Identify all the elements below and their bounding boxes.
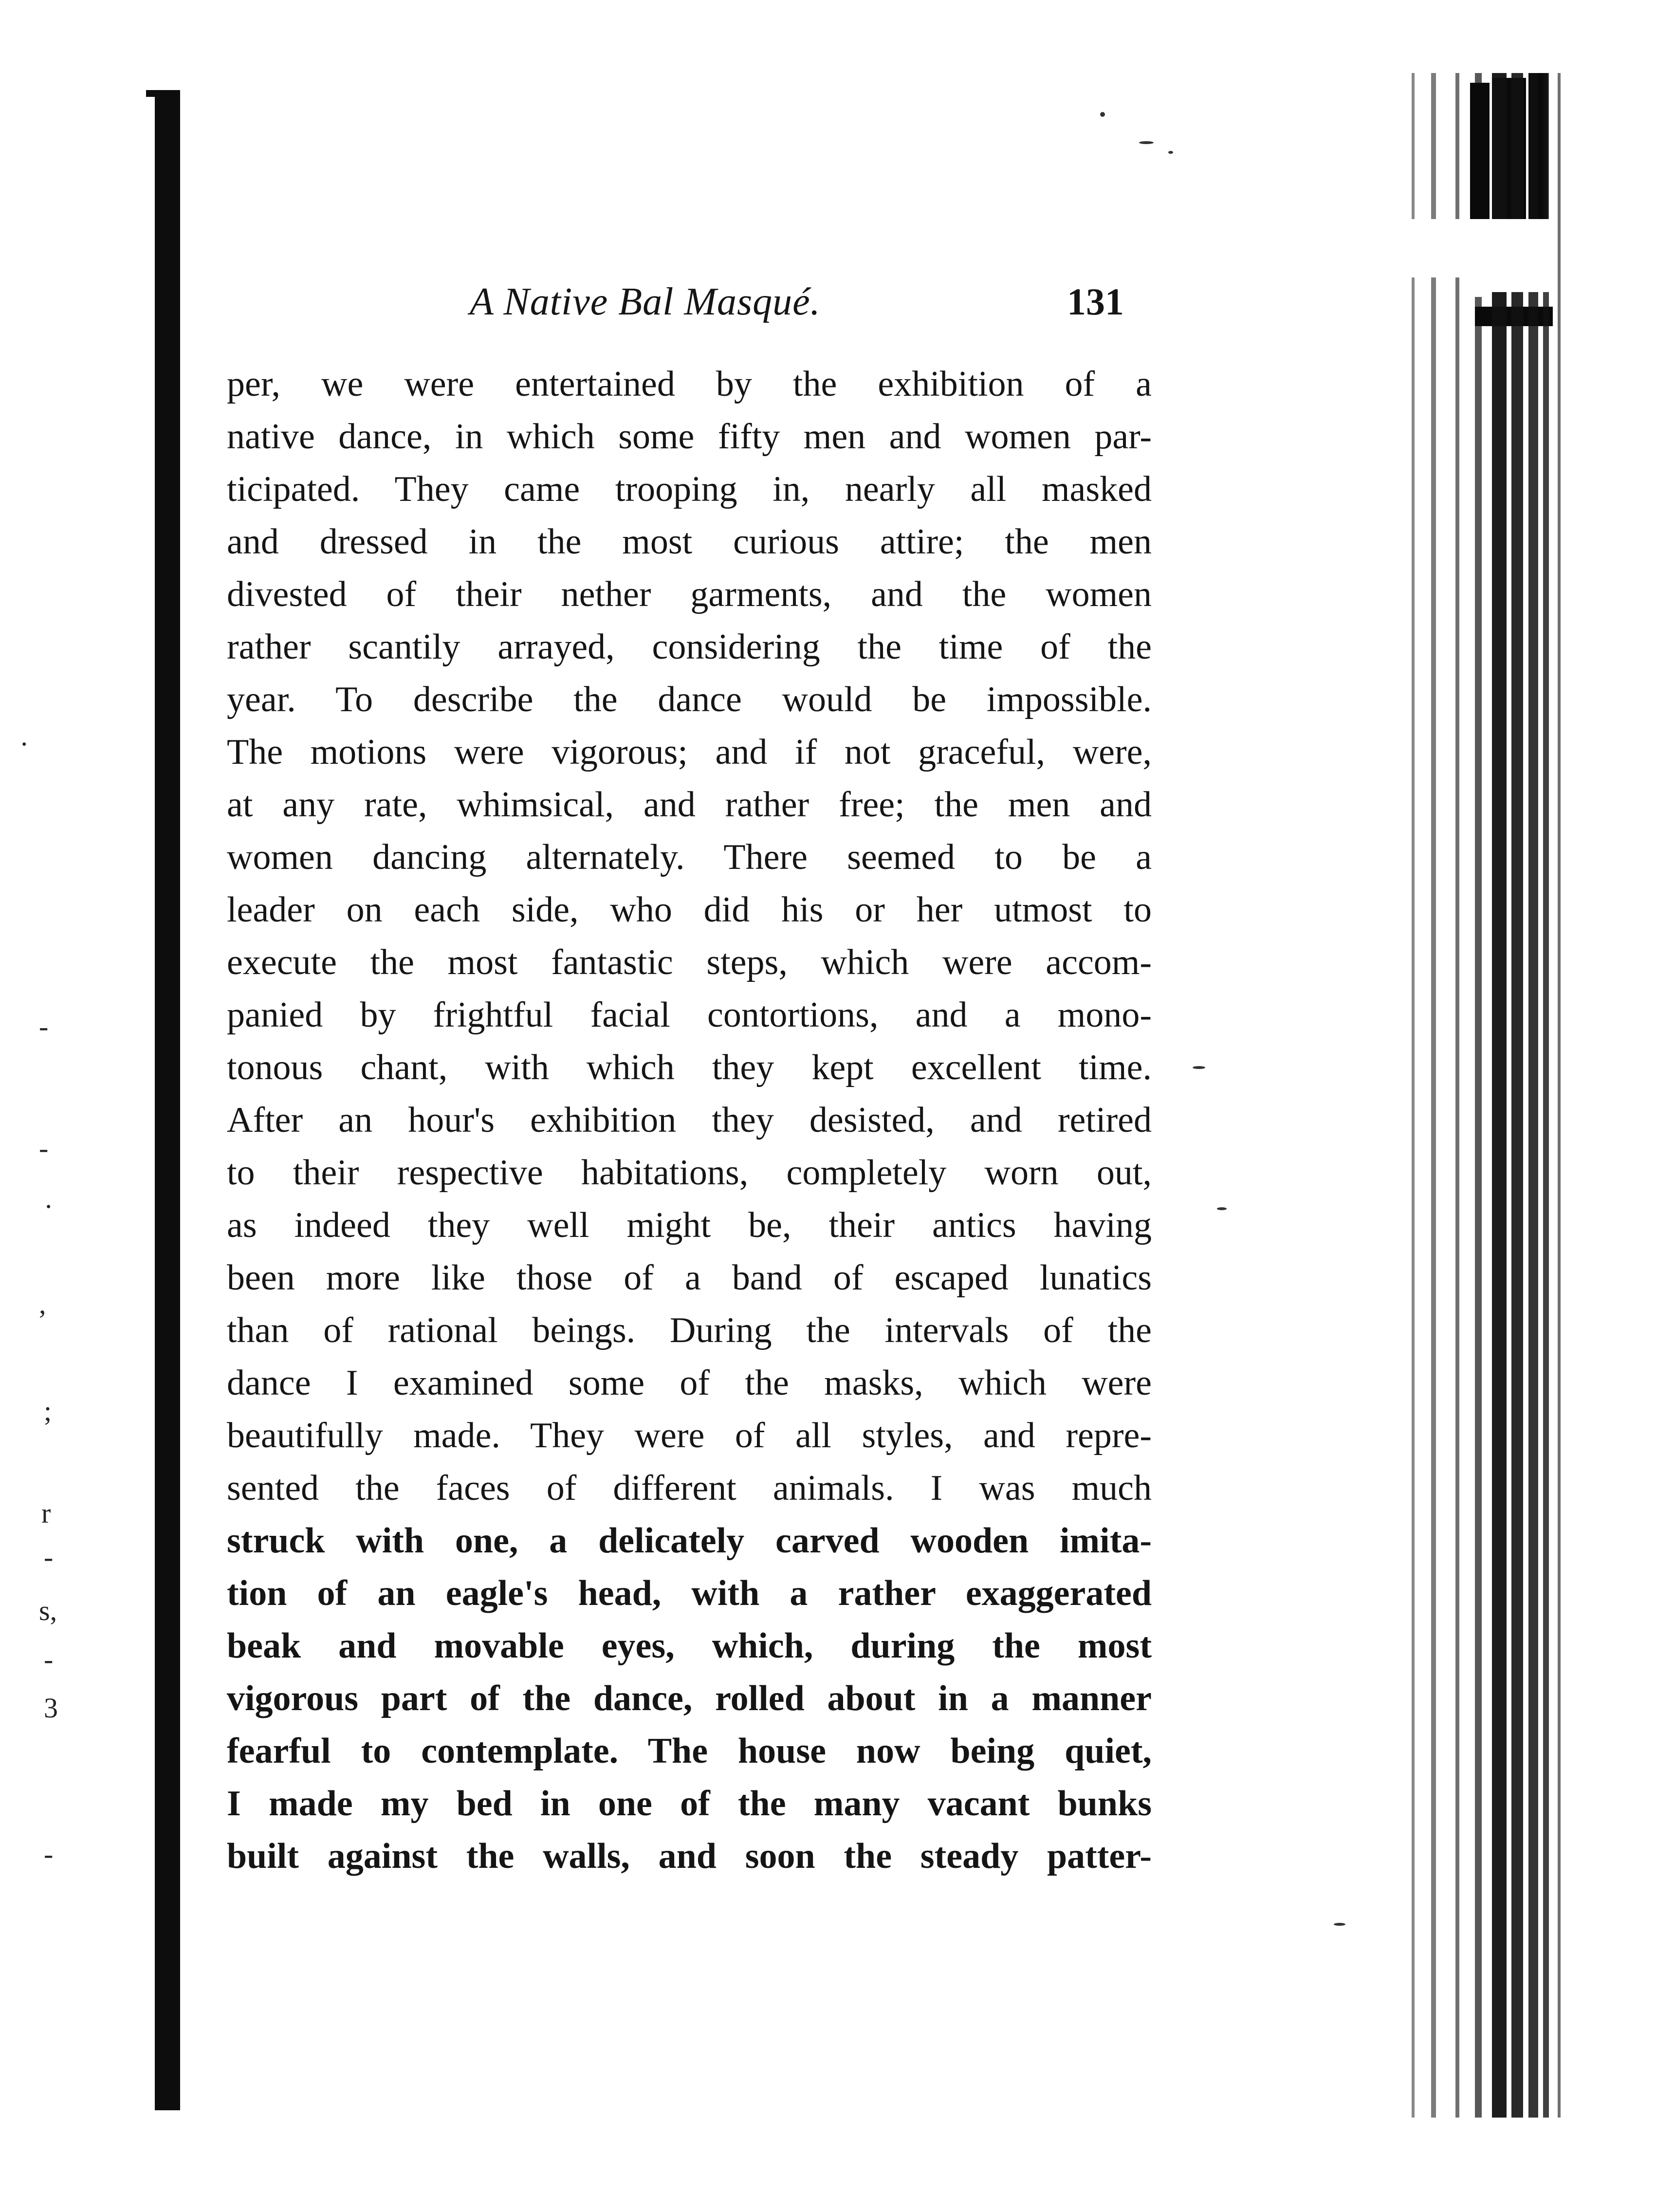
text-line: beautifully made. They were of all styles, and repre- — [227, 1416, 1152, 1456]
text-line: native dance, in which some fifty men and women par- — [227, 417, 1152, 457]
left-binding-edge-cap — [146, 90, 180, 97]
text-line: fearful to contemplate. The house now being quiet, — [227, 1731, 1152, 1771]
speck — [1217, 1207, 1227, 1210]
speck — [1139, 141, 1154, 144]
text-line: as indeed they well might be, their antics having — [227, 1205, 1152, 1245]
text-line: panied by frightful facial contortions, and a mono- — [227, 995, 1152, 1035]
margin-mark: · — [19, 728, 29, 760]
text-line: vigorous part of the dance, rolled about in a manner — [227, 1678, 1152, 1718]
margin-mark: - — [44, 1541, 54, 1573]
text-line: leader on each side, who did his or her utmost to — [227, 890, 1152, 930]
text-line: divested of their nether garments, and the women — [227, 574, 1152, 614]
left-binding-edge — [155, 90, 180, 2110]
speck — [1334, 1923, 1345, 1926]
text-line: dance I examined some of the masks, which were — [227, 1363, 1152, 1403]
margin-mark: r — [41, 1497, 51, 1529]
text-line: tonous chant, with which they kept excellent time. — [227, 1048, 1152, 1088]
page-number: 131 — [1067, 280, 1124, 323]
text-line: After an hour's exhibition they desisted, and retired — [227, 1100, 1152, 1140]
text-line: rather scantily arrayed, considering the time of the — [227, 627, 1152, 667]
text-line: sented the faces of different animals. I was much — [227, 1468, 1152, 1508]
margin-mark: s, — [39, 1595, 57, 1626]
right-facing-page-edge — [1412, 73, 1587, 2118]
text-line: built against the walls, and soon the steady patter- — [227, 1836, 1152, 1876]
margin-mark: - — [44, 1838, 54, 1870]
margin-mark: , — [39, 1288, 46, 1320]
text-line: execute the most fantastic steps, which were accom- — [227, 942, 1152, 982]
text-line: women dancing alternately. There seemed to be a — [227, 837, 1152, 877]
text-line: per, we were entertained by the exhibition of a — [227, 364, 1152, 404]
text-line: tion of an eagle's head, with a rather exaggerated — [227, 1573, 1152, 1613]
text-line: at any rate, whimsical, and rather free; the men and — [227, 785, 1152, 825]
text-line: and dressed in the most curious attire; the men — [227, 522, 1152, 562]
text-line: been more like those of a band of escaped lunatics — [227, 1258, 1152, 1298]
margin-mark: 3 — [44, 1692, 58, 1724]
margin-mark: - — [39, 1011, 49, 1042]
speck — [1193, 1066, 1205, 1069]
text-line: than of rational beings. During the intervals of the — [227, 1310, 1152, 1350]
margin-mark: - — [44, 1643, 54, 1675]
margin-mark: · — [44, 1191, 54, 1222]
text-line: struck with one, a delicately carved wooden imita- — [227, 1521, 1152, 1561]
text-line: I made my bed in one of the many vacant bunks — [227, 1784, 1152, 1824]
text-line: beak and movable eyes, which, during the most — [227, 1626, 1152, 1666]
text-line: The motions were vigorous; and if not graceful, were, — [227, 732, 1152, 772]
speck — [1168, 151, 1173, 154]
text-line: ticipated. They came trooping in, nearly all masked — [227, 469, 1152, 509]
margin-mark: ; — [44, 1395, 52, 1427]
margin-mark: - — [39, 1132, 49, 1164]
running-title: A Native Bal Masqué. — [470, 280, 821, 323]
text-line: to their respective habitations, completely worn out, — [227, 1153, 1152, 1193]
speck — [1100, 112, 1105, 117]
text-line: year. To describe the dance would be impossible. — [227, 680, 1152, 719]
body-text — [227, 358, 1152, 1882]
